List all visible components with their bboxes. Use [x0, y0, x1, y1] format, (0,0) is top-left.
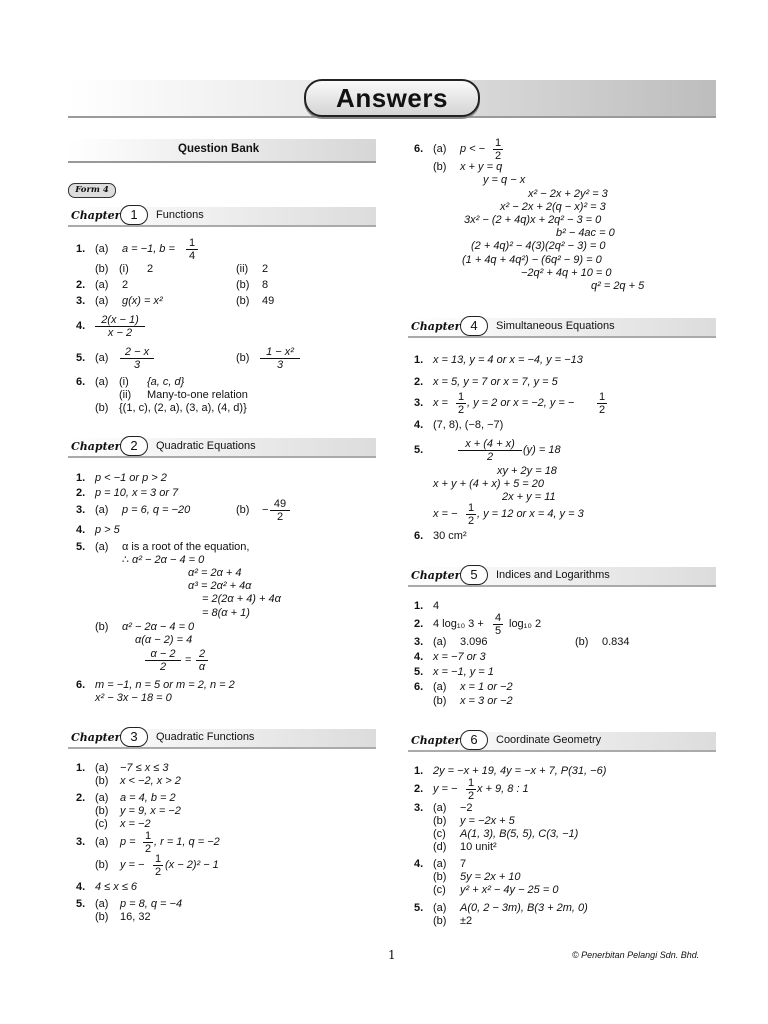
- chapter-title: Coordinate Geometry: [496, 734, 602, 746]
- part-label: (b): [236, 279, 250, 291]
- answer-text: p = 8, q = −4: [120, 898, 183, 910]
- q-number: 3.: [414, 802, 424, 814]
- chapter-label: Chapter: [71, 209, 121, 222]
- q-number: 1.: [76, 243, 86, 255]
- answer-text: 8: [262, 279, 269, 291]
- q-number: 4.: [76, 320, 86, 332]
- answer-text: x = 3 or −2: [460, 695, 513, 707]
- part-label: (a): [433, 802, 447, 814]
- chapter-number: 4: [460, 316, 488, 336]
- fraction: $\frac{1}{4}$: [186, 237, 198, 262]
- answer-text: −: [262, 504, 269, 516]
- q-number: 4.: [414, 651, 424, 663]
- answer-text: α is a root of the equation,: [122, 541, 250, 553]
- answer-text: Many-to-one relation: [147, 389, 248, 401]
- answer-text: 4: [433, 600, 440, 612]
- answer-text: (y) = 18: [523, 444, 561, 456]
- q-number: 1.: [414, 354, 424, 366]
- fraction: $\frac{1}{2}$: [154, 853, 162, 878]
- answer-text: α³ = 2α² + 4α: [188, 580, 252, 592]
- answer-text: 2: [147, 263, 154, 275]
- q-number: 4.: [414, 419, 424, 431]
- part-label: (b): [433, 871, 447, 883]
- form-badge: Form 4: [68, 183, 116, 198]
- fraction: $\frac{1}{2}$: [144, 830, 152, 855]
- answer-text: 3.096: [460, 636, 488, 648]
- answer-text: A(0, 2 − 3m), B(3 + 2m, 0): [460, 902, 588, 914]
- q-number: 4.: [414, 858, 424, 870]
- chapter-3-header: [68, 729, 376, 751]
- q-number: 2.: [76, 792, 86, 804]
- q-number: 4.: [76, 881, 86, 893]
- part-label: (a): [95, 295, 109, 307]
- answer-text: −2: [460, 802, 473, 814]
- answer-text: log₁₀ 2: [509, 618, 542, 630]
- q-number: 1.: [414, 600, 424, 612]
- chapter-title: Quadratic Equations: [156, 440, 256, 452]
- part-label: (a): [95, 504, 109, 516]
- answer-text: 2y = −x + 19, 4y = −x + 7, P(31, −6): [433, 765, 607, 777]
- part-label: (d): [433, 841, 447, 853]
- answer-text: x + y + (4 + x) + 5 = 20: [433, 478, 544, 490]
- part-label: (b): [433, 161, 447, 173]
- part-label: (b): [95, 911, 109, 923]
- part-label: (b): [95, 263, 109, 275]
- answer-text: y = −2x + 5: [460, 815, 515, 827]
- q-number: 2.: [76, 279, 86, 291]
- q-number: 3.: [76, 836, 86, 848]
- answer-text: y = 9, x = −2: [120, 805, 181, 817]
- part-label: (a): [95, 541, 109, 553]
- answer-text: 10 unit²: [460, 841, 497, 853]
- q-number: 6.: [414, 681, 424, 693]
- answer-text: = 8(α + 1): [202, 607, 250, 619]
- answer-text: x = 1 or −2: [460, 681, 513, 693]
- chapter-label: Chapter: [71, 440, 121, 453]
- q-number: 5.: [414, 444, 424, 456]
- answer-text: 0.834: [602, 636, 630, 648]
- answer-text: 2: [262, 263, 269, 275]
- chapter-title: Quadratic Functions: [156, 731, 255, 743]
- answer-text: 4 log₁₀ 3 +: [433, 618, 484, 630]
- answer-text: p = 10, x = 3 or 7: [95, 487, 179, 499]
- answer-text: x² − 2x + 2(q − x)² = 3: [500, 201, 606, 213]
- answer-text: 3x² − (2 + 4q)x + 2q² − 3 = 0: [464, 214, 602, 226]
- answer-text: x + y = q: [460, 161, 503, 173]
- chapter-label: Chapter: [71, 731, 121, 744]
- part-label: (c): [95, 818, 108, 830]
- part-label: (b): [236, 295, 250, 307]
- chapter-label: Chapter: [411, 734, 461, 747]
- q-number: 2.: [414, 783, 424, 795]
- fraction: $\frac{2 - x}{3}$: [120, 346, 154, 371]
- part-label: (a): [433, 858, 447, 870]
- chapter-title: Functions: [156, 209, 204, 221]
- fraction: $\frac{1}{2}$: [467, 502, 475, 527]
- part-label: (b): [95, 621, 109, 633]
- answer-text: m = −1, n = 5 or m = 2, n = 2: [95, 679, 235, 691]
- part-label: (b): [433, 695, 447, 707]
- fraction: $\frac{1}{2}$: [598, 391, 606, 416]
- answer-text: 30 cm²: [433, 530, 467, 542]
- answer-text: ∴ α² − 2α − 4 = 0: [122, 554, 205, 566]
- chapter-label: Chapter: [411, 320, 461, 333]
- q-number: 1.: [76, 472, 86, 484]
- answer-text: x = −7 or 3: [433, 651, 486, 663]
- part-label: (a): [433, 636, 447, 648]
- chapter-1-header: [68, 207, 376, 229]
- answer-text: {a, c, d}: [147, 376, 185, 388]
- answer-text: = 2(2α + 4) + 4α: [202, 593, 281, 605]
- q-number: 1.: [414, 765, 424, 777]
- chapter-4-header: [408, 318, 716, 340]
- answer-text: A(1, 3), B(5, 5), C(3, −1): [460, 828, 579, 840]
- chapter-title: Indices and Logarithms: [496, 569, 610, 581]
- answer-text: a = 4, b = 2: [120, 792, 176, 804]
- answer-text: x = 13, y = 4 or x = −4, y = −13: [433, 354, 583, 366]
- part-label: (b): [575, 636, 589, 648]
- answer-text: α² = 2α + 4: [188, 567, 242, 579]
- q-number: 3.: [76, 504, 86, 516]
- page-title: Answers: [336, 83, 448, 113]
- answer-text: p < −: [460, 143, 486, 155]
- q-number: 6.: [414, 143, 424, 155]
- part-label: (b): [433, 815, 447, 827]
- copyright-notice: © Penerbitan Pelangi Sdn. Bhd.: [572, 950, 700, 960]
- q-number: 4.: [76, 524, 86, 536]
- answer-text: y = −: [433, 783, 458, 795]
- answer-text: 16, 32: [120, 911, 151, 923]
- part-label: (a): [95, 792, 109, 804]
- part-label: (b): [236, 352, 250, 364]
- part-label: (c): [433, 884, 446, 896]
- equals-sign: =: [185, 654, 192, 666]
- q-number: 6.: [414, 530, 424, 542]
- answer-text: 2x + y = 11: [502, 491, 556, 503]
- fraction: $\frac{\text{1 − x²}}{3}$: [260, 346, 300, 371]
- fraction: $\frac{4}{5}$: [494, 612, 502, 637]
- chapter-label: Chapter: [411, 569, 461, 582]
- answer-text: x < −2, x > 2: [120, 775, 181, 787]
- answer-text: 5y = 2x + 10: [460, 871, 521, 883]
- q-number: 2.: [76, 487, 86, 499]
- q-number: 3.: [414, 636, 424, 648]
- part-label: (a): [95, 352, 109, 364]
- part-label: (i): [119, 376, 129, 388]
- part-label: (a): [433, 681, 447, 693]
- part-label: (a): [95, 243, 109, 255]
- answer-text: g(x) = x²: [122, 295, 163, 307]
- q-number: 6.: [76, 679, 86, 691]
- q-number: 5.: [76, 541, 86, 553]
- answer-text: ±2: [460, 915, 473, 927]
- answer-text: p =: [120, 836, 136, 848]
- q-number: 5.: [414, 902, 424, 914]
- answer-text: , y = 2 or x = −2, y = −: [467, 397, 575, 409]
- part-label: (b): [95, 805, 109, 817]
- chapter-number: 2: [120, 436, 148, 456]
- answer-text: , y = 12 or x = 4, y = 3: [477, 508, 584, 520]
- fraction: $\frac{\alpha - 2}{2}$: [145, 648, 181, 673]
- part-label: (a): [433, 143, 447, 155]
- answer-text: p < −1 or p > 2: [95, 472, 167, 484]
- answer-text: x = −2: [120, 818, 151, 830]
- part-label: (b): [95, 859, 109, 871]
- answer-text: y² + x² − 4y − 25 = 0: [460, 884, 559, 896]
- answer-text: x² − 2x + 2y² = 3: [528, 188, 608, 200]
- fraction: $\frac{1}{2}$: [494, 137, 502, 162]
- answers-title-pill: [304, 79, 480, 117]
- answer-text: 49: [262, 295, 275, 307]
- question-bank-label: Question Bank: [178, 143, 260, 155]
- part-label: (b): [95, 775, 109, 787]
- chapter-2-header: [68, 438, 376, 460]
- answer-text: (7, 8), (−8, −7): [433, 419, 504, 431]
- answer-text: (x − 2)² − 1: [165, 859, 219, 871]
- answer-text: p > 5: [95, 524, 120, 536]
- part-label: (b): [95, 402, 109, 414]
- answer-text: α² − 2α − 4 = 0: [122, 621, 195, 633]
- fraction: $\frac{2}{\alpha}$: [196, 648, 208, 673]
- answer-text: y = −: [120, 859, 145, 871]
- chapter-5-header: [408, 567, 716, 589]
- answer-text: x = 5, y = 7 or x = 7, y = 5: [433, 376, 558, 388]
- part-label: (a): [433, 902, 447, 914]
- answer-text: 4 ≤ x ≤ 6: [95, 881, 138, 893]
- answer-text: x = −: [433, 508, 458, 520]
- fraction: $\frac{1}{2}$: [457, 391, 465, 416]
- answer-text: α(α − 2) = 4: [135, 634, 193, 646]
- fraction: $\frac{49}{2}$: [270, 498, 290, 523]
- answer-text: −7 ≤ x ≤ 3: [120, 762, 169, 774]
- chapter-number: 1: [120, 205, 148, 225]
- answer-text: {(1, c), (2, a), (3, a), (4, d)}: [119, 402, 247, 414]
- answer-text: x² − 3x − 18 = 0: [95, 692, 172, 704]
- answer-text: −2q² + 4q + 10 = 0: [521, 267, 612, 279]
- answer-text: p = 6, q = −20: [122, 504, 191, 516]
- answer-text: 2: [122, 279, 129, 291]
- part-label: (c): [433, 828, 446, 840]
- q-number: 5.: [76, 352, 86, 364]
- q-number: 2.: [414, 618, 424, 630]
- q-number: 1.: [76, 762, 86, 774]
- page-number: 1: [388, 948, 396, 962]
- q-number: 3.: [414, 397, 424, 409]
- answer-text: (2 + 4q)² − 4(3)(2q² − 3) = 0: [471, 240, 606, 252]
- part-label: (a): [95, 762, 109, 774]
- part-label: (b): [433, 915, 447, 927]
- fraction: $\frac{1}{2}$: [467, 777, 475, 802]
- answer-text: xy + 2y = 18: [497, 465, 557, 477]
- answer-text: x = −1, y = 1: [433, 666, 494, 678]
- part-label: (ii): [119, 389, 132, 401]
- q-number: 5.: [414, 666, 424, 678]
- q-number: 2.: [414, 376, 424, 388]
- answer-text: x =: [433, 397, 448, 409]
- chapter-number: 6: [460, 730, 488, 750]
- chapter-6-header: [408, 732, 716, 754]
- part-label: (i): [119, 263, 129, 275]
- part-label: (b): [236, 504, 250, 516]
- part-label: (a): [95, 898, 109, 910]
- q-number: 3.: [76, 295, 86, 307]
- fraction: $\frac{x + (4 + x)}{2}$: [458, 438, 522, 463]
- q-number: 6.: [76, 376, 86, 388]
- answer-text: q² = 2q + 5: [591, 280, 645, 292]
- fraction: $\frac{2(x - 1)}{x - 2}$: [95, 314, 145, 339]
- part-label: (a): [95, 836, 109, 848]
- chapter-number: 5: [460, 565, 488, 585]
- answer-text: , r = 1, q = −2: [154, 836, 220, 848]
- question-bank-header: [68, 139, 376, 163]
- answer-text: y = q − x: [483, 174, 526, 186]
- answer-text: a = −1, b =: [122, 243, 175, 255]
- q-number: 5.: [76, 898, 86, 910]
- answer-text: b² − 4ac = 0: [556, 227, 615, 239]
- answer-text: x + 9, 8 : 1: [477, 783, 529, 795]
- answer-text: 7: [460, 858, 467, 870]
- part-label: (a): [95, 376, 109, 388]
- part-label: (a): [95, 279, 109, 291]
- chapter-title: Simultaneous Equations: [496, 320, 615, 332]
- answer-text: (1 + 4q + 4q²) − (6q² − 9) = 0: [462, 254, 602, 266]
- chapter-number: 3: [120, 727, 148, 747]
- part-label: (ii): [236, 263, 249, 275]
